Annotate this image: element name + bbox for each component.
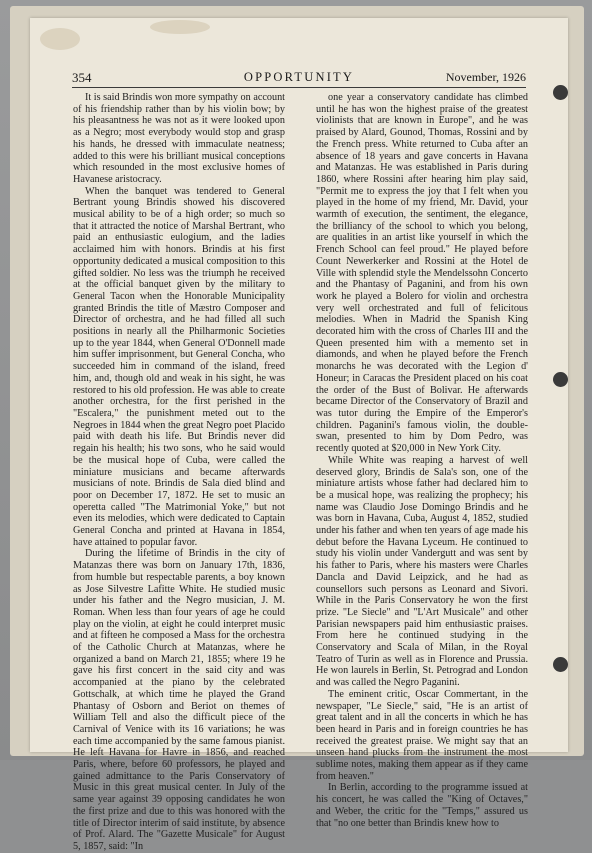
punch-hole-top	[553, 85, 568, 100]
paragraph: During the lifetime of Brindis in the city of Matanzas there was born on January 17th, 1836, from humble but respectable parents, a boy known as Jose Silvestre Lafitte White. He studied music under his father and the Negro musician, J. M. Roman. When less than four years of age he could play on the violin, at eight he could interpret music and at fifteen he composed a Mass for the orchestra of the Catholic Church at Matanzas, where he organized a band on March 21, 1855; where 19 he gave his first concert in the said city and was accompanied at the piano by the celebrated Gottschalk, at which time he played the Grand Phantasy of Osborn and Beriot on themes of William Tell and also the difficult piece of the Carnival of Venice with its 16 variations; he was each time accompanied by the same famous pianist. He left Havana for Havre in 1856, and reached Paris, where, before 60 professors, he played and gained admittance to the Paris Conservatory of Music in this great musical center. In July of the same year against 39 opposing candidates he won the first prize and due to this was honored with the title of Director interim of said institute, by absence of Prof. Alard. The "Gazette Musicale" for August 5, 1857, said: "In	[73, 548, 285, 852]
paragraph: one year a conservatory candidate has climbed until he has won the highest praise of the greatest violinists that are known in Europe", and he was praised by Alard, Gounod, Thomas, Rossini and by the French press. White returned to Cuba after an absence of 18 years and gave concerts in Havana and Matanzas. He was established in Paris during 1860, where Rossini after hearing him play said, "Permit me to express the joy that I felt when you played in the home of my friend, Mr. David, your warmth of execution, the sentiment, the elegance, the brilliancy of the school to which you belong, are qualities in an artist like yourself in which the French School can feel proud." He played before Count Newerkerker and Rossini at the Hotel de Ville with splendid style the Mendelssohn Concerto and the Phantasy of Paganini, and from his own work he played a Bolero for violin and orchestra very well orchestrated and full of felicitous melodies. When in Madrid the Spanish King decorated him with the cross of Charles III and the Queen presented him with a memento set in diamonds, and when he played before the French monarchs he was decorated with the Legion d' Honeur; in Caracas the President placed on his coat the order of the Bust of Bolivar. He afterwards became Director of the Conservatory of Brazil and was tutor during the Empire of the Emperor's children. Paganini's famous violin, the double-swan, presented to him by Dom Pedro, was recently quoted at $20,000 in New York City.	[316, 92, 528, 455]
right-column	[316, 92, 528, 829]
paragraph: The eminent critic, Oscar Commertant, in the newspaper, "Le Siecle," said, "He is an artist of great talent and in all the concerts in which he has been heard in Paris and in foreign countries he has received the greatest praise. We might say that an unseen hand plucks from the instrument the most sublime notes, making them appear as if they came from heaven."	[316, 688, 528, 782]
left-column	[73, 92, 285, 853]
paragraph: When the banquet was tendered to General Bertrant young Brindis showed his discovered musical ability to be of a high order; so much so that it attracted the notice of Marshal Bertrant, who paid an enthusiastic eulogium, and the ladies acclaimed him with honors. Brindis at his first opportunity dedicated a musical composition to this gifted soldier. No less was the triumph he received at the official banquet given by the military to General Tacon when the Honorable Municipality granted Brindis the title of Mæstro Composer and Director of orchestra, and he had filled all such positions in nearly all the Philharmonic Societies up to the year 1844, when General O'Donnell made him suffer imprisonment, but General Concha, who succeeded him in command of the island, freed him, and, though old and weak in his sight, he was restored to his old profession. He was able to create another orchestra, for the first perished in the "Escalera," the punishment meted out to the Negroes in 1844 when the great Negro poet Placido paid with death his life. But Brindis never did regain his health; his two sons, who he said would be the musical hope of Cuba, were called the miniature musicians and became afterwards musicians of note. Brindis de Sala died blind and poor on December 17, 1872. He set to music an operetta called "The Matrimonial Yoke," but not even its melodies, which were dedicated to Captain General Concha and printed at Havana in 1854, have attained to popular favor.	[73, 185, 285, 548]
header-rule	[72, 87, 526, 88]
paper-stain	[150, 20, 210, 34]
issue-date: November, 1926	[445, 70, 526, 84]
paragraph: In Berlin, according to the programme issued at his concert, he was called the "King of Octaves," and Weber, the critic for the "Temps," assured us that "no one better than Brindis knew how to	[316, 782, 528, 829]
punch-hole-bottom	[553, 657, 568, 672]
punch-hole-middle	[553, 372, 568, 387]
journal-title: OPPORTUNITY	[243, 70, 355, 84]
running-header	[72, 68, 526, 88]
paper-stain	[40, 28, 80, 50]
page-number: 354	[72, 70, 92, 85]
paragraph: It is said Brindis won more sympathy on account of his friendship rather than by his violin bow; by his pleasantness he was not as it were looked upon as a Negro; most everybody would stop and grasp his hands, he dressed with immaculate neatness; added to this were his brilliant musical conceptions which resounded in the most exclusive homes of Havanese aristocracy.	[73, 92, 285, 185]
paragraph: While White was reaping a harvest of well deserved glory, Brindis de Sala's son, one of the miniature artists whose father had declared him to be a musical hope, was realizing the prophecy; his name was Claudio Jose Domingo Brindis and he was born in Havana, Cuba, August 4, 1852, studied under his father and when ten years of age made his debut before the Havana Lyceum. He continued to study his violin under Vandergutt and was sent by his father to Paris, where his masters were Charles Dancla and David Leipzick, and he had as counsellors such persons as Leonard and Sivori. While in the Paris Conservatory he won the first prize. "Le Siecle" and "L'Art Musicale" and other Parisian newspapers paid him enthusiastic praises. From here he continued studying in the Conservatory and Scala of Milan, in the Royal Teatro of Turin as well as in Florence and Prussia. He won laurels in Berlin, St. Petrograd and London and was called the Negro Paganini.	[316, 454, 528, 689]
